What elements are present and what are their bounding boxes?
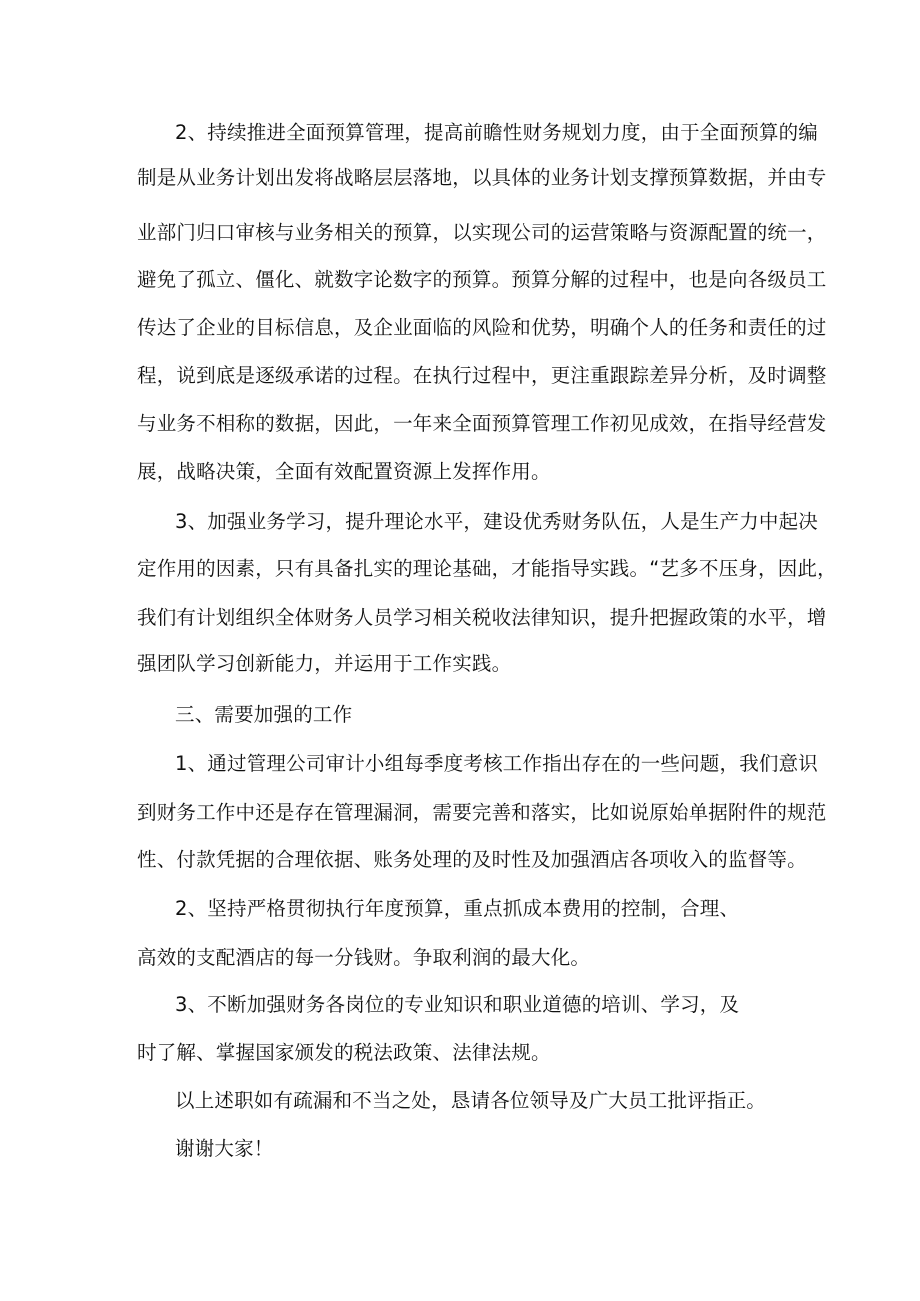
paragraph-5-line-2: 时了解、掌握国家颁发的税法政策、法律法规。 [137, 1041, 551, 1064]
paragraph-1-line-6: 程，说到底是逐级承诺的过程。在执行过程中，更注重跟踪差异分析，及时调整 [137, 364, 827, 387]
paragraph-2-line-1: 3、加强业务学习，提升理论水平，建设优秀财务队伍，人是生产力中起决 [175, 510, 819, 533]
paragraph-1-line-3: 业部门归口审核与业务相关的预算，以实现公司的运营策略与资源配置的统一， [137, 221, 827, 244]
paragraph-3-line-1: 1、通过管理公司审计小组每季度考核工作指出存在的一些问题，我们意识 [175, 752, 819, 775]
paragraph-1-line-8: 展，战略决策，全面有效配置资源上发挥作用。 [137, 460, 551, 483]
paragraph-4-line-2: 高效的支配酒店的每一分钱财。争取利润的最大化。 [137, 946, 591, 969]
paragraph-4-line-1: 2、坚持严格贯彻执行年度预算，重点抓成本费用的控制，合理、 [175, 897, 740, 920]
paragraph-5-line-1: 3、不断加强财务各岗位的专业知识和职业道德的培训、学习，及 [175, 993, 740, 1016]
paragraph-1-line-1: 2、持续推进全面预算管理，提高前瞻性财务规划力度，由于全面预算的编 [175, 121, 819, 144]
paragraph-2-line-3: 我们有计划组织全体财务人员学习相关税收法律知识，提升把握政策的水平，增 [137, 606, 827, 629]
thanks-line: 谢谢大家！ [175, 1137, 274, 1160]
paragraph-2-line-2: 定作用的因素，只有具备扎实的理论基础，才能指导实践。“艺多不压身，因此， [137, 557, 837, 580]
paragraph-3-line-2: 到财务工作中还是存在管理漏洞，需要完善和落实，比如说原始单据附件的规范 [137, 801, 827, 824]
closing-statement: 以上述职如有疏漏和不当之处，恳请各位领导及广大员工批评指正。 [175, 1089, 767, 1112]
paragraph-1-line-4: 避免了孤立、僵化、就数字论数字的预算。预算分解的过程中，也是向各级员工 [137, 268, 827, 291]
paragraph-1-line-2: 制是从业务计划出发将战略层层落地，以具体的业务计划支撑预算数据，并由专 [137, 166, 827, 189]
paragraph-2-line-4: 强团队学习创新能力，并运用于工作实践。 [137, 652, 512, 675]
section-heading: 三、需要加强的工作 [175, 703, 353, 726]
paragraph-1-line-7: 与业务不相称的数据，因此，一年来全面预算管理工作初见成效，在指导经营发 [137, 412, 827, 435]
paragraph-1-line-5: 传达了企业的目标信息，及企业面临的风险和优势，明确个人的任务和责任的过 [137, 316, 827, 339]
paragraph-3-line-3: 性、付款凭据的合理依据、账务处理的及时性及加强酒店各项收入的监督等。 [137, 848, 807, 871]
